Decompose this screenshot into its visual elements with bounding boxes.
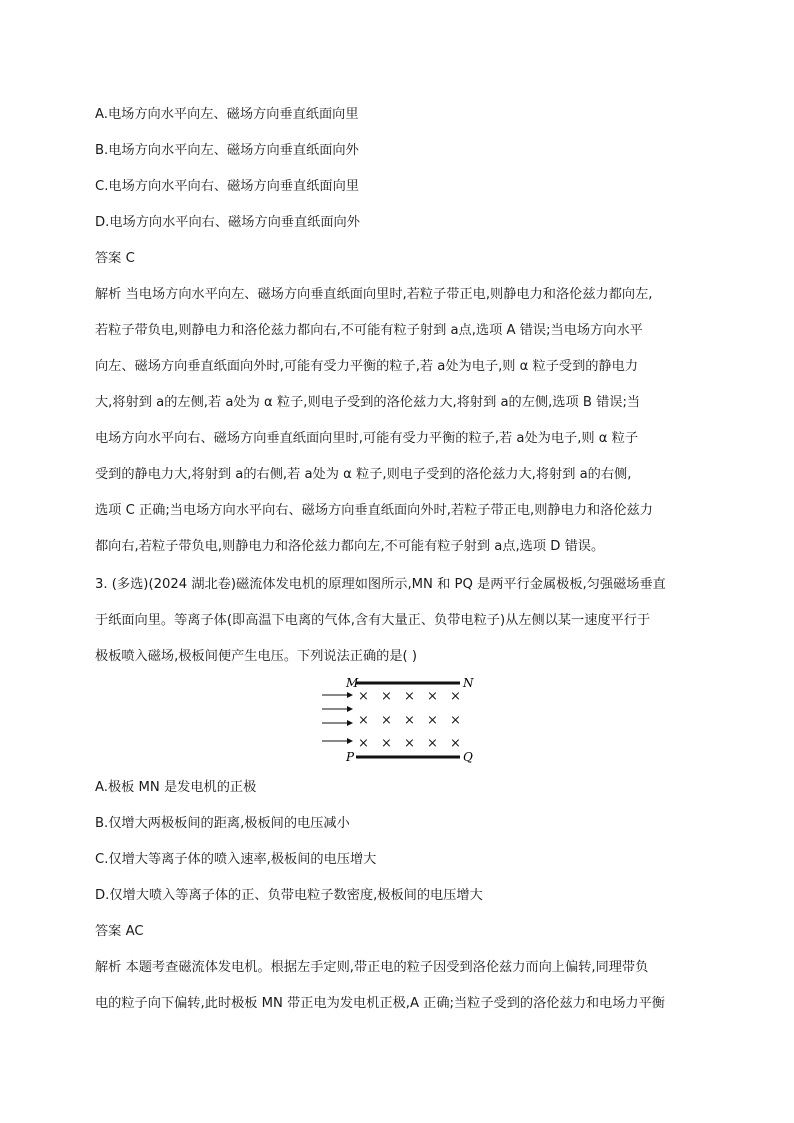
field-cross: × (450, 689, 461, 704)
q2-option-d: D.电场方向水平向右、磁场方向垂直纸面向外 (95, 215, 360, 230)
q3-stem-line: 于纸面向里。等离子体(即高温下电离的气体,含有大量正、负带电粒子)从左侧以某一速度平行于 (95, 613, 651, 628)
q2-answer: 答案 C (95, 251, 135, 266)
q2-analysis-line: 解析 当电场方向水平向左、磁场方向垂直纸面向里时,若粒子带正电,则静电力和洛伦兹力都向左, (95, 287, 653, 302)
q3-answer: 答案 AC (95, 924, 144, 939)
field-cross: × (381, 713, 392, 728)
field-cross: × (358, 713, 369, 728)
plate-label-q: Q (463, 750, 473, 764)
q3-analysis-line: 解析 本题考查磁流体发电机。根据左手定则,带正电的粒子因受到洛伦兹力而向上偏转,同理带负 (95, 960, 649, 975)
field-cross: × (450, 713, 461, 728)
field-cross: × (450, 736, 461, 751)
q2-analysis-line: 大,将射到 a的左侧,若 a处为 α 粒子,则电子受到的洛伦兹力大,将射到 a的左侧,选项 B 错误;当 (95, 395, 641, 410)
field-cross: × (358, 736, 369, 751)
plate-label-n: N (463, 676, 474, 690)
field-cross: × (358, 689, 369, 704)
q2-analysis-line: 选项 C 正确;当电场方向水平向右、磁场方向垂直纸面向外时,若粒子带正电,则静电力和洛伦兹力 (95, 503, 653, 518)
q3-option-d: D.仅增大喷入等离子体的正、负带电粒子数密度,极板间的电压增大 (95, 888, 483, 903)
q2-option-a: A.电场方向水平向左、磁场方向垂直纸面向里 (95, 107, 359, 122)
q3-option-a: A.极板 MN 是发电机的正极 (95, 780, 257, 795)
field-cross: × (427, 736, 438, 751)
field-cross: × (404, 736, 415, 751)
q3-stem-line: 3. (多选)(2024 湖北卷)磁流体发电机的原理如图所示,MN 和 PQ 是两平行金属极板,匀强磁场垂直 (95, 577, 666, 592)
field-cross: × (381, 736, 392, 751)
q2-analysis-line: 电场方向水平向右、磁场方向垂直纸面向里时,可能有受力平衡的粒子,若 a处为电子,则 α 粒子 (95, 431, 639, 446)
q3-stem-line: 极板喷入磁场,极板间便产生电压。下列说法正确的是( ) (95, 649, 417, 664)
magnetic-field-crosses (358, 689, 461, 751)
plate-label-p: P (346, 750, 355, 764)
field-cross: × (427, 689, 438, 704)
q2-analysis-line: 向左、磁场方向垂直纸面向外时,可能有受力平衡的粒子,若 a处为电子,则 α 粒子受到的静电力 (95, 359, 639, 374)
q2-analysis-line: 若粒子带负电,则静电力和洛伦兹力都向右,不可能有粒子射到 a点,选项 A 错误;当电场方向水平 (95, 323, 643, 338)
q3-option-b: B.仅增大两极板间的距离,极板间的电压减小 (95, 816, 350, 831)
q3-analysis-line: 电的粒子向下偏转,此时极板 MN 带正电为发电机正极,A 正确;当粒子受到的洛伦兹力和电场力平衡 (95, 996, 665, 1011)
field-cross: × (404, 713, 415, 728)
q2-analysis-line: 都向右,若粒子带负电,则静电力和洛伦兹力都向左,不可能有粒子射到 a点,选项 D 错误。 (95, 539, 605, 554)
plate-label-m: M (346, 676, 359, 690)
field-cross: × (381, 689, 392, 704)
field-cross: × (427, 713, 438, 728)
field-cross: × (404, 689, 415, 704)
q3-option-c: C.仅增大等离子体的喷入速率,极板间的电压增大 (95, 852, 377, 867)
mhd-generator-diagram (318, 673, 478, 765)
q2-analysis-line: 受到的静电力大,将射到 a的右侧,若 a处为 α 粒子,则电子受到的洛伦兹力大,将射到 a的右侧, (95, 467, 632, 482)
q2-option-b: B.电场方向水平向左、磁场方向垂直纸面向外 (95, 143, 359, 158)
q2-option-c: C.电场方向水平向右、磁场方向垂直纸面向里 (95, 179, 359, 194)
